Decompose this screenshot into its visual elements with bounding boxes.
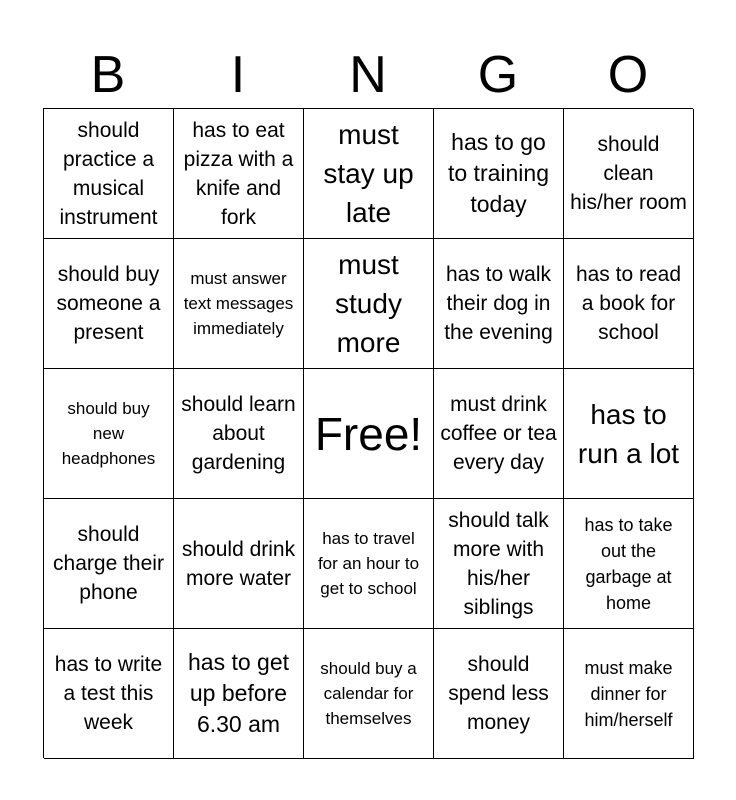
cell-text: has to take out the garbage at home — [584, 514, 673, 613]
bingo-cell-r1-c5[interactable] — [564, 109, 694, 239]
cell-text: has to travel for an hour to get to school — [317, 529, 420, 598]
cell-text: should buy someone a present — [56, 263, 161, 344]
bingo-cell-r3-c5[interactable] — [564, 369, 694, 499]
bingo-cell-r3-c4[interactable] — [434, 369, 564, 499]
bingo-cell-r3-c2[interactable] — [174, 369, 304, 499]
cell-text: should talk more with his/her siblings — [448, 508, 549, 619]
cell-text: must stay up late — [323, 119, 414, 228]
bingo-cell-r3-c1[interactable] — [44, 369, 174, 499]
header-letter-o: O — [607, 46, 649, 104]
bingo-cell-r4-c5[interactable] — [564, 499, 694, 629]
cell-text: should buy new headphones — [61, 399, 156, 468]
cell-text: should charge their phone — [53, 523, 164, 604]
bingo-cell-r5-c5[interactable] — [564, 629, 694, 759]
bingo-cell-r4-c1[interactable] — [44, 499, 174, 629]
header-letter-g: G — [477, 46, 519, 104]
bingo-cell-r2-c3[interactable] — [304, 239, 434, 369]
free-space-cell[interactable] — [304, 369, 434, 499]
cell-text: should buy a calendar for themselves — [320, 659, 417, 728]
cell-text: should spend less money — [448, 653, 549, 734]
cell-text: has to run a lot — [577, 398, 680, 469]
bingo-cell-r5-c3[interactable] — [304, 629, 434, 759]
bingo-cell-r5-c4[interactable] — [434, 629, 564, 759]
bingo-cell-r1-c2[interactable] — [174, 109, 304, 239]
cell-text: has to read a book for school — [575, 263, 682, 344]
cell-text: has to go to training today — [447, 129, 549, 217]
bingo-cell-r5-c2[interactable] — [174, 629, 304, 759]
bingo-cell-r4-c3[interactable] — [304, 499, 434, 629]
header-letter-b: B — [90, 46, 126, 104]
bingo-cell-r5-c1[interactable] — [44, 629, 174, 759]
bingo-cell-r1-c4[interactable] — [434, 109, 564, 239]
free-space-text: Free! — [314, 407, 423, 460]
cell-text: should clean his/her room — [570, 133, 687, 214]
cell-text: must study more — [335, 249, 402, 358]
cell-text: should practice a musical instrument — [59, 118, 158, 229]
bingo-cell-r2-c2[interactable] — [174, 239, 304, 369]
cell-text: has to get up before 6.30 am — [187, 649, 290, 737]
bingo-cell-r4-c2[interactable] — [174, 499, 304, 629]
cell-text: must answer text messages immediately — [183, 269, 294, 338]
cell-text: has to walk their dog in the evening — [444, 263, 553, 344]
bingo-header — [43, 44, 693, 106]
bingo-cell-r4-c4[interactable] — [434, 499, 564, 629]
bingo-cell-r2-c1[interactable] — [44, 239, 174, 369]
header-letter-n: N — [349, 46, 387, 104]
cell-text: has to eat pizza with a knife and fork — [183, 118, 294, 229]
cell-text: should learn about gardening — [181, 393, 296, 474]
cell-text: must drink coffee or tea every day — [440, 393, 557, 474]
cell-text: should drink more water — [181, 537, 296, 590]
bingo-board — [43, 108, 693, 758]
bingo-cell-r1-c1[interactable] — [44, 109, 174, 239]
cell-text: must make dinner for him/herself — [584, 657, 673, 730]
header-letter-i: I — [230, 46, 246, 104]
bingo-cell-r1-c3[interactable] — [304, 109, 434, 239]
bingo-cell-r2-c5[interactable] — [564, 239, 694, 369]
cell-text: has to write a test this week — [54, 653, 163, 734]
bingo-cell-r2-c4[interactable] — [434, 239, 564, 369]
